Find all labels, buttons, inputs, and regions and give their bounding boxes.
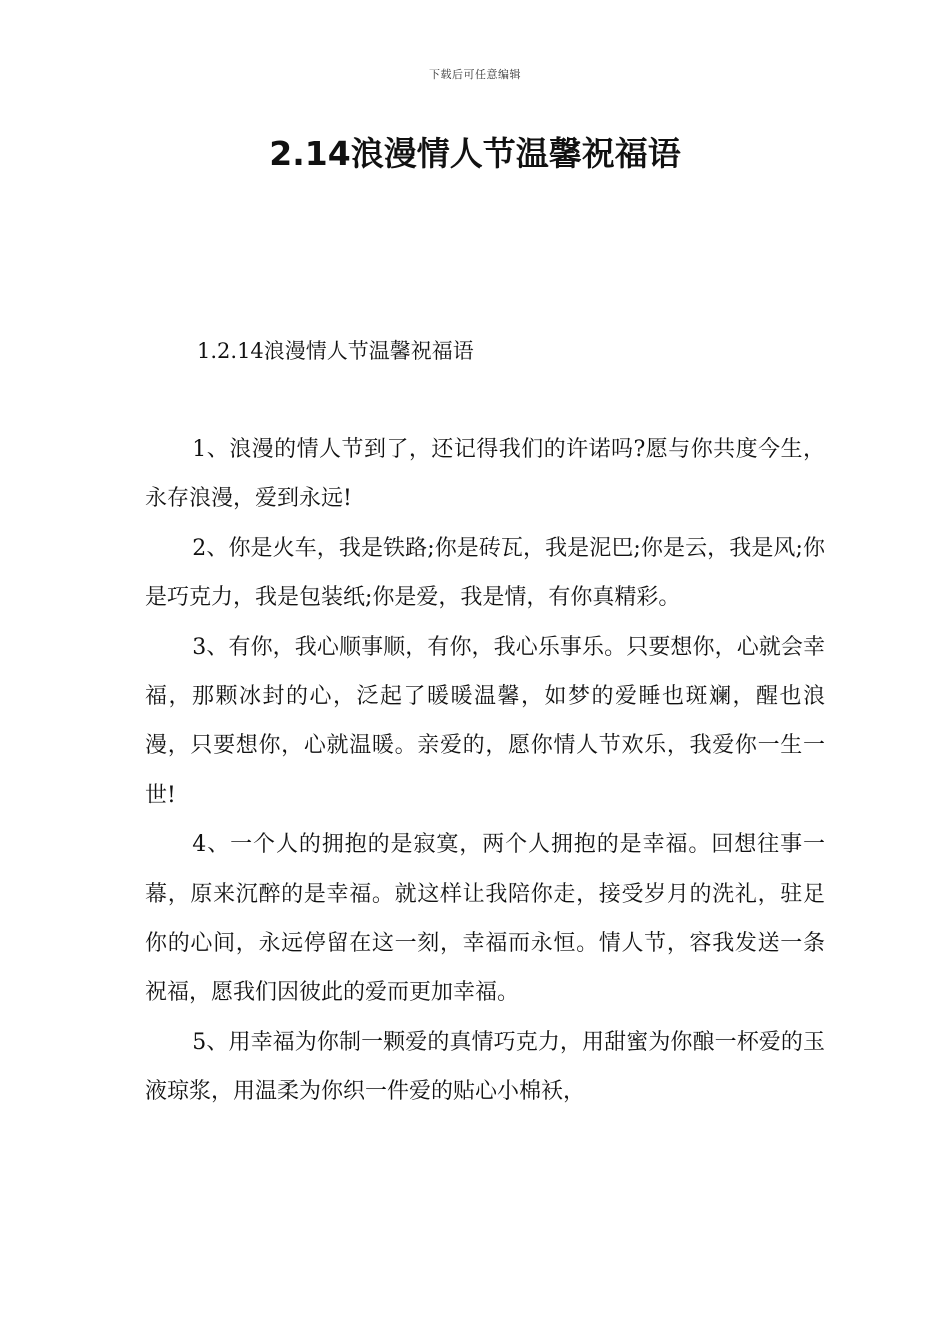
paragraph-3: 3、有你，我心顺事顺，有你，我心乐事乐。只要想你，心就会幸福，那颗冰封的心，泛起了暖暖温馨，如梦的爱睡也斑斓，醒也浪漫，只要想你，心就温暖。亲爱的，愿你情人节欢乐，我爱你一生一世! <box>145 634 825 808</box>
paragraph-4: 4、一个人的拥抱的是寂寞，两个人拥抱的是幸福。回想往事一幕，原来沉醉的是幸福。就这样让我陪你走，接受岁月的洗礼，驻足你的心间，永远停留在这一刻，幸福而永恒。情人节，容我发送一条祝福，愿我们因彼此的爱而更加幸福。 <box>145 832 825 1006</box>
section-heading: 1.2.14浪漫情人节温馨祝福语 <box>197 339 474 363</box>
header-note: 下载后可任意编辑 <box>429 68 521 81</box>
body-text <box>145 425 825 1117</box>
page-title: 2.14浪漫情人节温馨祝福语 <box>269 134 681 173</box>
paragraph-1: 1、浪漫的情人节到了，还记得我们的许诺吗?愿与你共度今生，永存浪漫，爱到永远! <box>145 437 825 512</box>
paragraph-5: 5、用幸福为你制一颗爱的真情巧克力，用甜蜜为你酿一杯爱的玉液琼浆，用温柔为你织一件爱的贴心小棉袄， <box>145 1029 825 1105</box>
paragraph-2: 2、你是火车，我是铁路;你是砖瓦，我是泥巴;你是云，我是风;你是巧克力，我是包装纸;你是爱，我是情，有你真精彩。 <box>145 535 825 611</box>
